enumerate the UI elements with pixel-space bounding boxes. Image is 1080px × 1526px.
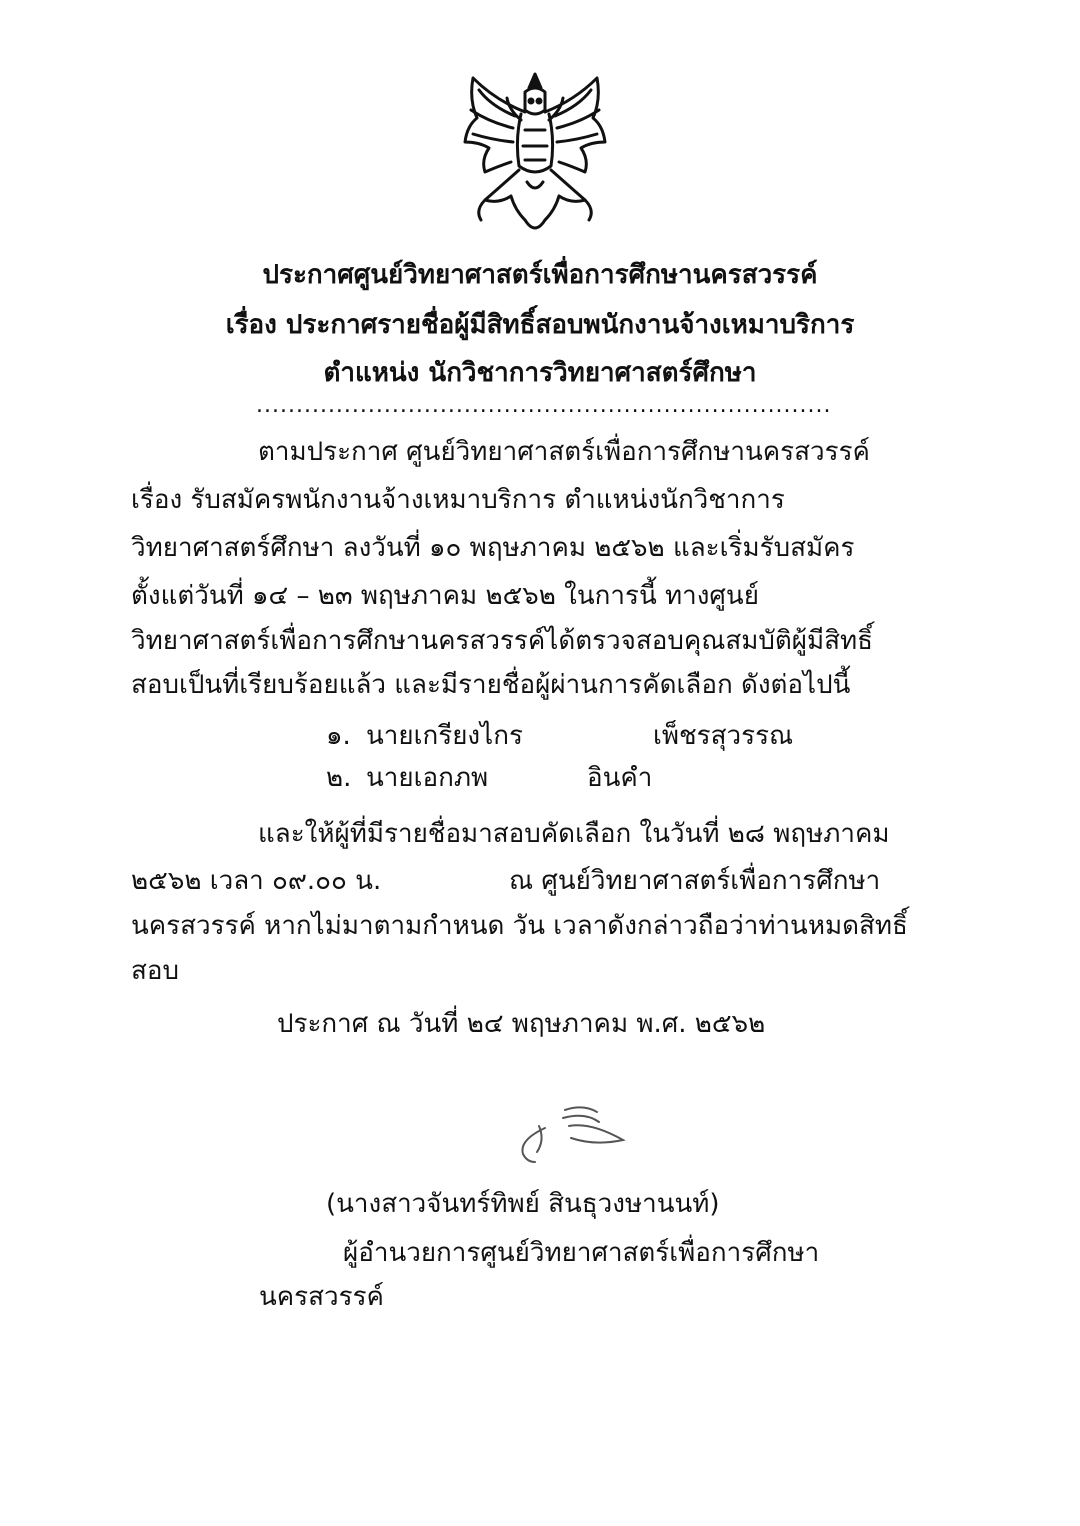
exam-line: ๒๕๖๒ เวลา ๐๙.๐๐ น. bbox=[131, 866, 382, 896]
signature-mark bbox=[505, 1100, 635, 1180]
candidate-last-name: เพ็ชรสุวรรณ bbox=[653, 721, 794, 751]
signatory-name: (นางสาวจันทร์ทิพย์ สินธุวงษานนท์) bbox=[326, 1189, 720, 1219]
garuda-emblem-icon bbox=[455, 70, 615, 240]
signatory-title: ผู้อำนวยการศูนย์วิทยาศาสตร์เพื่อการศึกษา bbox=[343, 1238, 820, 1268]
title-separator: ........................................................................ bbox=[256, 393, 832, 418]
candidate-first-name: นายเกรียงไกร bbox=[366, 721, 523, 751]
intro-line: วิทยาศาสตร์ศึกษา ลงวันที่ ๑๐ พฤษภาคม ๒๕๖๒ และเริ่มรับสมัคร bbox=[131, 533, 855, 563]
document-title: ประกาศศูนย์วิทยาศาสตร์เพื่อการศึกษานครสวรรค์ bbox=[262, 260, 818, 290]
candidate-number: ๒. bbox=[326, 763, 352, 793]
candidate-number: ๑. bbox=[326, 721, 351, 751]
intro-line: ตามประกาศ ศูนย์วิทยาศาสตร์เพื่อการศึกษานครสวรรค์ bbox=[258, 437, 870, 467]
intro-line: เรื่อง รับสมัครพนักงานจ้างเหมาบริการ ตำแหน่งนักวิชาการ bbox=[131, 485, 785, 515]
document-subject: เรื่อง ประกาศรายชื่อผู้มีสิทธิ์สอบพนักงานจ้างเหมาบริการ bbox=[225, 310, 855, 340]
candidate-first-name: นายเอกภพ bbox=[366, 763, 489, 793]
exam-line: นครสวรรค์ หากไม่มาตามกำหนด วัน เวลาดังกล่าวถือว่าท่านหมดสิทธิ์ bbox=[131, 911, 908, 941]
signatory-title-cont: นครสวรรค์ bbox=[259, 1282, 384, 1312]
intro-line: วิทยาศาสตร์เพื่อการศึกษานครสวรรค์ได้ตรวจสอบคุณสมบัติผู้มีสิทธิ์ bbox=[131, 626, 874, 656]
intro-line: สอบเป็นที่เรียบร้อยแล้ว และมีรายชื่อผู้ผ่านการคัดเลือก ดังต่อไปนี้ bbox=[131, 670, 851, 700]
document-position: ตำแหน่ง นักวิชาการวิทยาศาสตร์ศึกษา bbox=[323, 358, 757, 388]
candidate-last-name: อินคำ bbox=[587, 763, 653, 793]
announcement-date: ประกาศ ณ วันที่ ๒๔ พฤษภาคม พ.ศ. ๒๕๖๒ bbox=[277, 1009, 766, 1039]
exam-line: ณ ศูนย์วิทยาศาสตร์เพื่อการศึกษา bbox=[509, 866, 881, 896]
exam-line: สอบ bbox=[131, 956, 179, 986]
intro-line: ตั้งแต่วันที่ ๑๔ – ๒๓ พฤษภาคม ๒๕๖๒ ในการนี้ ทางศูนย์ bbox=[131, 581, 759, 611]
exam-line: และให้ผู้ที่มีรายชื่อมาสอบคัดเลือก ในวันที่ ๒๘ พฤษภาคม bbox=[258, 819, 890, 849]
